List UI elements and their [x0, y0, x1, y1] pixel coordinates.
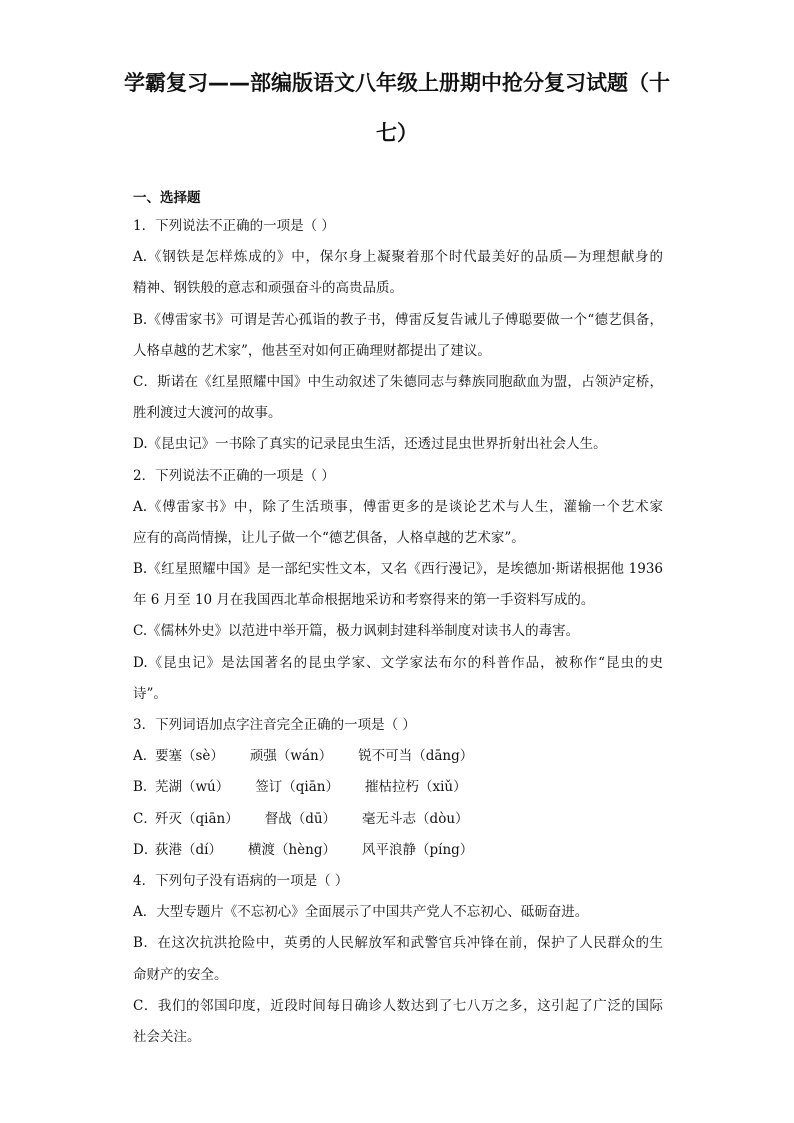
text-line: A.《钢铁是怎样炼成的》中，保尔身上凝聚着那个时代最美好的品质—为理想献身的 [133, 249, 663, 266]
option-row-d [133, 835, 663, 866]
text-line: D.《昆虫记》一书除了真实的记录昆虫生活，还透过昆虫世界折射出社会人生。 [133, 436, 607, 453]
text-line: 年 6 月至 10 月在我国西北革命根据地采访和考察得来的第一手资料写成的。 [133, 592, 595, 609]
text-line: C．斯诺在《红星照耀中国》中生动叙述了朱德同志与彝族同胞歃血为盟，占领泸定桥， [133, 373, 663, 390]
text-line: 2．下列说法不正确的一项是（ ） [133, 467, 335, 484]
text-line: 命财产的安全。 [133, 966, 228, 983]
option-item: 摧枯拉朽（xiǔ） [364, 779, 467, 796]
text-line: B.《红星照耀中国》是一部纪实性文本，又名《西行漫记》，是埃德加·斯诺根据他 1936 [133, 561, 663, 578]
text-line: 诗”。 [133, 685, 167, 702]
title-line-2: 七） [376, 121, 418, 145]
option-item: 横渡（hèng） [247, 841, 336, 858]
option-item: 毫无斗志（dòu） [362, 810, 469, 827]
text-line: D.《昆虫记》是法国著名的昆虫学家、文学家法布尔的科普作品，被称作“昆虫的史 [133, 654, 663, 671]
option-item: 要塞（sè） [155, 748, 224, 765]
option-item: 顽强（wán） [249, 748, 333, 765]
option-label: A． [133, 748, 157, 765]
text-line: B.《傅雷家书》可谓是苦心孤诣的教子书，傅雷反复告诫儿子傅聪要做一个“德艺俱备， [133, 311, 663, 328]
option-item: 荻港（dí） [155, 841, 222, 858]
question-body [133, 211, 663, 1053]
title-line-1: 学霸复习——部编版语文八年级上册期中抢分复习试题（十 [124, 71, 670, 95]
text-line: 胜利渡过大渡河的故事。 [133, 405, 282, 422]
option-item: 督战（dū） [264, 810, 337, 827]
text-line: 4．下列句子没有语病的一项是（ ） [133, 872, 349, 889]
text-line: A．大型专题片《不忘初心》全面展示了中国共产党人不忘初心、砥砺奋进。 [133, 904, 589, 921]
option-item: 锐不可当（dāng） [358, 748, 474, 765]
text-line: 应有的高尚情操，让儿子做一个“德艺俱备，人格卓越的艺术家”。 [133, 529, 525, 546]
text-line: 社会关注。 [133, 1028, 201, 1045]
text-line: A.《傅雷家书》中，除了生活琐事，傅雷更多的是谈论艺术与人生，灌输一个艺术家 [133, 498, 663, 515]
text-line: 人格卓越的艺术家”，他甚至对如何正确理财都提出了建议。 [133, 342, 491, 359]
section-heading: 一、选择题 [133, 190, 201, 206]
option-label: C． [133, 810, 157, 827]
option-item: 风平浪静（píng） [362, 841, 474, 858]
option-item: 歼灭（qiān） [155, 810, 239, 827]
option-row-c [133, 804, 663, 835]
text-line: B．在这次抗洪抢险中，英勇的人民解放军和武警官兵冲锋在前，保护了人民群众的生 [133, 935, 663, 952]
option-item: 芜湖（wú） [155, 779, 230, 796]
option-label: B． [133, 779, 157, 796]
option-item: 签订（qiān） [255, 779, 339, 796]
option-row-b [133, 772, 663, 803]
document-title [120, 58, 674, 158]
text-line: 1．下列说法不正确的一项是（ ） [133, 218, 335, 234]
option-row-a [133, 741, 663, 772]
text-line: 3．下列词语加点字注音完全正确的一项是（ ） [133, 717, 416, 733]
option-label: D． [133, 841, 158, 858]
text-line: C．我们的邻国印度，近段时间每日确诊人数达到了七八万之多，这引起了广泛的国际 [133, 997, 663, 1014]
text-line: 精神、钢铁般的意志和顽强奋斗的高贵品质。 [133, 280, 403, 297]
text-line: C.《儒林外史》以范进中举开篇，极力讽刺封建科举制度对读书人的毒害。 [133, 623, 580, 640]
